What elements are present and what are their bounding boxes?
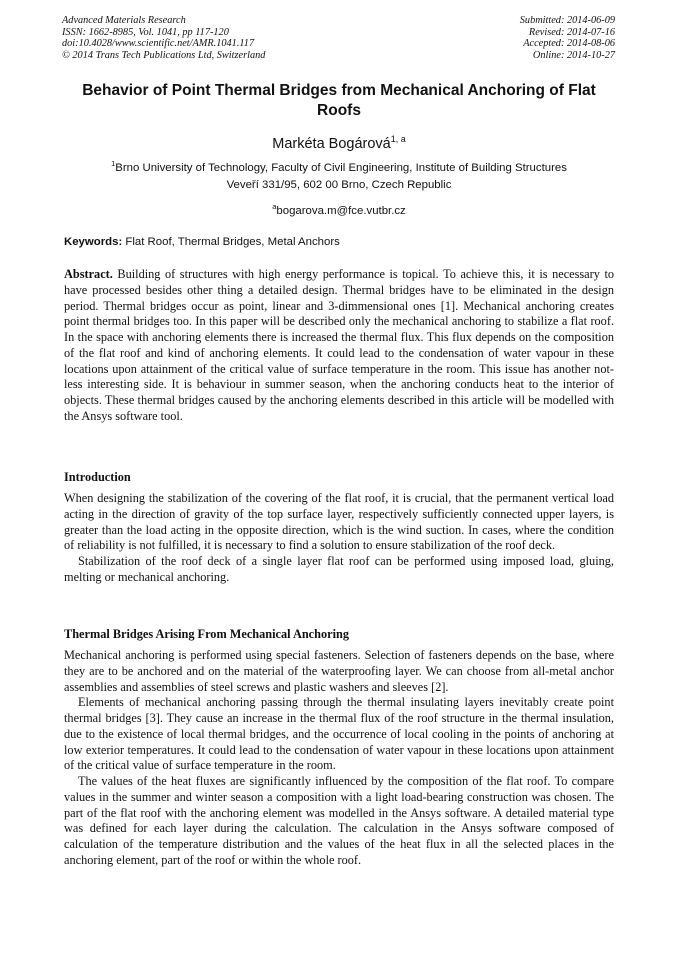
author-line — [0, 130, 678, 153]
journal-name: Advanced Materials Research — [62, 15, 186, 26]
submitted-date: Submitted: 2014-06-09 — [519, 15, 615, 26]
abstract-label: Abstract. — [64, 267, 113, 281]
affiliation-line-1 — [0, 157, 678, 175]
affiliation-institution: Brno University of Technology, Faculty of Civil Engineering, Institute of Building Structures — [115, 162, 567, 174]
keywords-label: Keywords: — [64, 236, 123, 248]
introduction-paragraph-2: Stabilization of the roof deck of a single layer flat roof can be performed using imposed load, gluing, melting or mechanical anchoring. — [64, 554, 614, 584]
introduction-paragraph-1: When designing the stabilization of the covering of the flat roof, it is crucial, that the permanent vertical load acting in the direction of gravity of the top surface layer, respectively sufficiently connected upper layers, is greater than the load acting in the opposite direction, which is the wind suction. In cases, where the condition of reliability is not fulfilled, it is necessary to find a solution to ensure stabilization of the roof deck. — [64, 491, 614, 553]
keywords-text: Flat Roof, Thermal Bridges, Metal Anchors — [125, 236, 340, 248]
section-2-heading: Thermal Bridges Arising From Mechanical Anchoring — [64, 627, 349, 641]
introduction-heading: Introduction — [64, 470, 131, 484]
accepted-date: Accepted: 2014-08-06 — [523, 38, 615, 49]
email-superscript: a — [272, 202, 277, 211]
submission-dates — [520, 15, 615, 61]
issn-line: ISSN: 1662-8985, Vol. 1041, pp 117-120 — [62, 26, 229, 38]
paper-title: Behavior of Point Thermal Bridges from Mechanical Anchoring of Flat Roofs — [82, 82, 596, 119]
affiliation-address: Veveří 331/95, 602 00 Brno, Czech Republic — [226, 179, 452, 191]
author-name: Markéta Bogárová — [272, 136, 391, 152]
keywords — [64, 235, 340, 249]
section-2-paragraph-1: Mechanical anchoring is performed using special fasteners. Selection of fasteners depends on the base, where they are to be anchored and on the material of the waterproofing layer. We can choose from all-metal anchor assemblies and assemblies of steel screws and plastic washers and sleeves [2]. — [64, 648, 614, 694]
copyright-line: © 2014 Trans Tech Publications Ltd, Switzerland — [62, 49, 266, 61]
author-email: bogarova.m@fce.vutbr.cz — [276, 205, 406, 217]
section-2-paragraph-2: Elements of mechanical anchoring passing through the thermal insulating layers inevitably create point thermal bridges [3]. They cause an increase in the thermal flux of the roof structure in the thermal insulation, due to the existence of local thermal bridges, and the occurrence of local cooling in the points of anchoring at low exterior temperatures. It could lead to the condensation of water vapour in these locations upon attainment of the critical value of surface temperature in the room. — [64, 695, 614, 773]
revised-date: Revised: 2014-07-16 — [528, 26, 615, 38]
author-superscript: 1, a — [390, 134, 406, 144]
abstract — [64, 267, 614, 425]
section-2-paragraph-3: The values of the heat fluxes are significantly influenced by the composition of the flat roof. To compare values in the summer and winter season a composition with a light load-bearing construction was chosen. The part of the flat roof with the anchoring element was modelled in the Ansys software. A detailed material type was defined for each layer during the calculation. The calculation in the Ansys software composed of calculation of the temperature distribution and the values of the heat flux in all the selected places in the anchoring element, part of the roof or within the whole roof. — [64, 774, 614, 867]
affiliation-email-line — [0, 200, 678, 218]
online-date: Online: 2014-10-27 — [532, 49, 615, 61]
doi-line: doi:10.4028/www.scientific.net/AMR.1041.117 — [62, 38, 255, 49]
journal-info — [62, 15, 265, 61]
affiliation-superscript: 1 — [111, 159, 116, 168]
introduction-body — [64, 491, 614, 586]
abstract-text: Building of structures with high energy performance is topical. To achieve this, it is necessary to have processed besides other thing a detailed design. Thermal bridges have to be eliminated in the design period. Thermal bridges occur as point, linear and 3-dimmensional ones [1]. Mechanical anchoring creates point thermal bridges too. In this paper will be described only the mechanical anchoring to stabilize a flat roof. In the space with anchoring elements there is increased the thermal flux. This flux depends on the composition of the flat roof and kind of anchoring elements. It could lead to the condensation of water vapour in these locations upon attainment of the critical value of surface temperature in the room. This issue has another not-less interesting side. It is behaviour in summer season, when the anchoring conducts heat to the interior of objects. These thermal bridges caused by the anchoring elements described in this article will be modelled with the Ansys software tool. — [64, 267, 615, 423]
section-2-body — [64, 648, 614, 869]
affiliation-line-2 — [0, 178, 678, 192]
